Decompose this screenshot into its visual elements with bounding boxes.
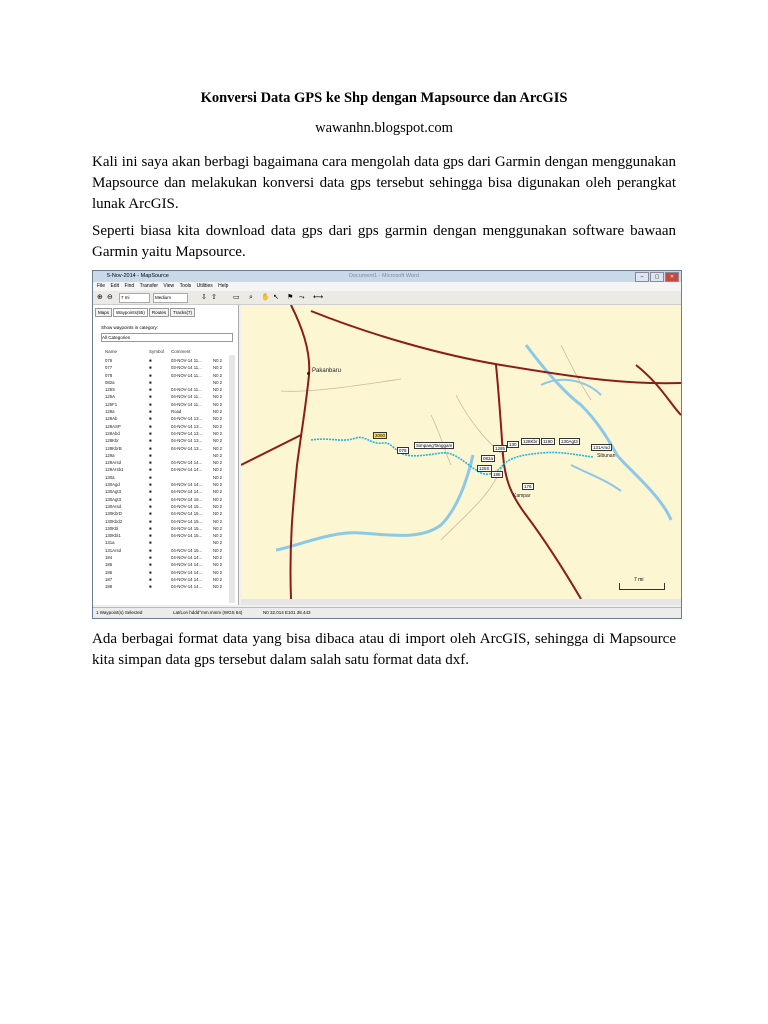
- row-position: N0 2: [213, 387, 223, 393]
- row-symbol: ■: [149, 540, 152, 546]
- table-row[interactable]: [101, 532, 228, 539]
- window-titlebar: [93, 271, 681, 282]
- table-row[interactable]: [101, 583, 228, 590]
- row-position: N0 2: [213, 467, 223, 473]
- waypoint-label[interactable]: SimpangTanggam: [416, 443, 453, 448]
- table-row[interactable]: [101, 401, 228, 408]
- main-road: [241, 435, 301, 465]
- row-position: N0 2: [213, 540, 223, 546]
- table-row[interactable]: [101, 386, 228, 393]
- row-position: N0 2: [213, 584, 223, 590]
- row-position: N0 2: [213, 533, 223, 539]
- menu-bar: [93, 282, 681, 291]
- row-symbol: ■: [149, 387, 152, 393]
- toolbar: [93, 291, 681, 305]
- waypoint-label[interactable]: 125S: [479, 466, 490, 471]
- row-symbol: ■: [149, 474, 152, 480]
- river-line: [276, 455, 473, 550]
- row-symbol: ■: [149, 452, 152, 458]
- mapsource-screenshot: [92, 270, 682, 619]
- waypoint-label[interactable]: 130: [509, 442, 517, 447]
- row-name: 130KbrD: [105, 511, 122, 517]
- tab-waypoints[interactable]: Waypoints(55): [113, 308, 148, 317]
- row-symbol: ■: [149, 482, 152, 488]
- map-view[interactable]: [241, 305, 681, 599]
- row-symbol: ■: [149, 460, 152, 466]
- table-row[interactable]: [101, 372, 228, 379]
- menu-view[interactable]: View: [163, 283, 175, 289]
- table-row[interactable]: [101, 561, 228, 568]
- row-symbol: ■: [149, 379, 152, 385]
- waypoint-label[interactable]: 131Arsd: [593, 445, 610, 450]
- row-name: 076: [105, 358, 113, 363]
- row-position: N0 2: [213, 394, 223, 400]
- row-name: 128ASP: [105, 423, 121, 429]
- row-comment: 04-NOV-14 11...: [171, 394, 202, 400]
- table-row[interactable]: [101, 459, 228, 466]
- row-name: 188: [105, 584, 113, 590]
- row-position: N0 2: [213, 438, 223, 444]
- col-name[interactable]: Name: [105, 349, 118, 354]
- row-name: 130Kbd2: [105, 518, 123, 524]
- row-comment: 04-NOV-14 11...: [171, 401, 202, 407]
- table-row[interactable]: [101, 437, 228, 444]
- waypoint-label[interactable]: 1285: [495, 446, 506, 451]
- close-button[interactable]: ✕: [665, 272, 679, 282]
- row-symbol: ■: [149, 503, 152, 509]
- waypoint-label[interactable]: 128Kbr: [523, 439, 538, 444]
- select-tool-icon[interactable]: ↖: [273, 294, 279, 301]
- receive-icon[interactable]: ⇩: [201, 294, 207, 301]
- row-name: 130Agt3: [105, 496, 122, 502]
- row-symbol: ■: [149, 555, 152, 561]
- row-comment: 04-NOV-14 15...: [171, 525, 203, 531]
- scale-bar: [619, 583, 665, 590]
- row-symbol: ■: [149, 438, 152, 444]
- waypoint-label[interactable]: 1190: [543, 439, 553, 444]
- row-comment: 03-NOV-14 11...: [171, 365, 202, 371]
- row-position: N0 2: [213, 452, 223, 458]
- table-row[interactable]: [101, 408, 228, 415]
- row-position: N0 2: [213, 569, 223, 575]
- table-row[interactable]: [101, 488, 228, 495]
- status-selected: 1 Waypoint(s) Selected: [96, 610, 143, 615]
- row-symbol: ■: [149, 525, 152, 531]
- row-comment: 03-NOV-14 11...: [171, 372, 202, 378]
- minor-road: [281, 379, 401, 391]
- row-position: N0 2: [213, 562, 223, 568]
- row-name: 077: [105, 365, 113, 371]
- row-symbol: ■: [149, 467, 152, 473]
- row-comment: 04-NOV-14 14...: [171, 562, 203, 568]
- menu-transfer[interactable]: Transfer: [139, 283, 159, 289]
- table-row[interactable]: [101, 496, 228, 503]
- row-symbol: ■: [149, 423, 152, 429]
- row-name: 130Kbl1: [105, 533, 121, 539]
- row-name: 131a: [105, 540, 115, 546]
- row-symbol: ■: [149, 562, 152, 568]
- river-line: [541, 380, 601, 395]
- row-position: N0 2: [213, 489, 223, 495]
- row-symbol: ■: [149, 416, 152, 422]
- row-name: 128Kbr: [105, 438, 119, 444]
- row-comment: 04-NOV-14 14...: [171, 460, 203, 466]
- table-row[interactable]: [101, 466, 228, 473]
- col-symbol[interactable]: Symbol: [149, 349, 165, 354]
- row-name: 129Arsd: [105, 460, 122, 466]
- row-name: 187: [105, 576, 113, 582]
- scale-label: 7 mi: [634, 577, 644, 583]
- detail-select[interactable]: Medium: [153, 293, 188, 303]
- row-comment: Road: [171, 409, 182, 415]
- document-title: Konversi Data GPS ke Shp dengan Mapsource dan ArcGIS: [200, 90, 568, 106]
- row-symbol: ■: [149, 533, 152, 539]
- paragraph-format: Ada berbagai format data yang bisa dibaca atau di import oleh ArcGIS, sehingga di Mapsource kita simpan data gps tersebut dalam salah satu format data dxf.: [92, 631, 676, 668]
- main-road: [496, 365, 581, 599]
- folder-icon[interactable]: ▭: [233, 294, 240, 301]
- row-comment: 04-NOV-14 11...: [171, 387, 202, 393]
- row-name: 130Kbl: [105, 525, 119, 531]
- row-symbol: ■: [149, 511, 152, 517]
- row-position: N0 2: [213, 358, 223, 363]
- city-label-pakanbaru: Pakanbaru: [312, 368, 342, 374]
- menu-utilities[interactable]: Utilities: [196, 283, 213, 289]
- minimize-button[interactable]: –: [635, 272, 649, 282]
- hand-tool-icon[interactable]: ✋: [261, 294, 270, 301]
- menu-find[interactable]: Find: [124, 283, 135, 289]
- window-title: 5-Nov-2014 - MapSource: [107, 273, 169, 279]
- row-name: 125A: [105, 394, 116, 400]
- row-name: 185: [105, 562, 113, 568]
- menu-help[interactable]: Help: [218, 283, 229, 289]
- waypoint-tool-icon[interactable]: ⚑: [287, 294, 294, 301]
- row-comment: 04-NOV-14 14...: [171, 576, 203, 582]
- row-comment: 04-NOV-14 15...: [171, 518, 203, 524]
- row-position: N0 2: [213, 496, 223, 502]
- row-name: 129Arsb1: [105, 467, 124, 473]
- table-row[interactable]: [101, 423, 228, 430]
- row-name: 128Ab: [105, 416, 118, 422]
- row-comment: 04-NOV-14 15...: [171, 496, 203, 502]
- row-symbol: ■: [149, 394, 152, 400]
- table-row[interactable]: [101, 539, 228, 546]
- row-symbol: ■: [149, 430, 152, 436]
- main-road: [290, 305, 309, 599]
- row-position: N0 2: [213, 416, 223, 422]
- row-symbol: ■: [149, 409, 152, 415]
- row-comment: 04-NOV-14 14...: [171, 555, 203, 561]
- row-position: N0 2: [213, 511, 223, 517]
- row-symbol: ■: [149, 569, 152, 575]
- row-position: N0 2: [213, 576, 223, 582]
- table-row[interactable]: [101, 379, 228, 386]
- table-row[interactable]: [101, 554, 228, 561]
- row-comment: 04-NOV-14 13...: [171, 416, 203, 422]
- row-position: N0 2: [213, 365, 223, 371]
- table-row[interactable]: [101, 569, 228, 576]
- waypoint-label[interactable]: 188: [493, 472, 501, 477]
- tab-maps[interactable]: Maps: [95, 308, 112, 317]
- table-row[interactable]: [101, 474, 228, 481]
- waypoint-label[interactable]: 130Agt3: [561, 439, 578, 444]
- send-icon[interactable]: ⇧: [211, 294, 217, 301]
- category-select[interactable]: All Categories: [101, 333, 233, 342]
- row-comment: 04-NOV-14 14...: [171, 584, 203, 590]
- row-comment: 04-NOV-14 13...: [171, 430, 203, 436]
- row-position: N0 2: [213, 445, 223, 451]
- row-position: N0 2: [213, 547, 223, 553]
- city-label-sibunan: Sibunan: [597, 453, 616, 459]
- table-row[interactable]: [101, 415, 228, 422]
- row-name: 128a: [105, 409, 115, 415]
- tab-routes[interactable]: Routes: [149, 308, 169, 317]
- table-row[interactable]: [101, 547, 228, 554]
- table-row[interactable]: [101, 481, 228, 488]
- row-symbol: ■: [149, 445, 152, 451]
- row-name: 128Abd: [105, 430, 120, 436]
- row-name: 130a: [105, 474, 115, 480]
- row-symbol: ■: [149, 576, 152, 582]
- row-name: 125S: [105, 387, 116, 393]
- row-comment: 04-NOV-14 14...: [171, 489, 203, 495]
- paragraph-intro: Kali ini saya akan berbagi bagaimana cara mengolah data gps dari Garmin dengan menggunakan Mapsource dan melakukan konversi data gps tersebut sehingga bisa digunakan oleh perangkat lunak ArcGIS.: [92, 154, 676, 212]
- zoom-in-icon[interactable]: ⊕: [97, 294, 103, 301]
- row-symbol: ■: [149, 489, 152, 495]
- table-row[interactable]: [101, 430, 228, 437]
- row-symbol: ■: [149, 372, 152, 378]
- status-coords: N0 32.014 E101 38.443: [263, 610, 311, 615]
- status-bar: [93, 607, 681, 619]
- minor-road: [431, 415, 451, 465]
- row-name: 078: [105, 372, 113, 378]
- table-header: [101, 349, 228, 355]
- row-name: 129a: [105, 452, 115, 458]
- menu-file[interactable]: File: [97, 283, 106, 289]
- menu-edit[interactable]: Edit: [110, 283, 120, 289]
- row-comment: 04-NOV-14 14...: [171, 467, 203, 473]
- background-window-title: Document1 - Microsoft Word: [349, 273, 419, 279]
- map-canvas: [241, 305, 681, 599]
- waypoint-label[interactable]: 176: [524, 484, 532, 489]
- row-name: 131Arsd: [105, 547, 122, 553]
- row-position: N0 2: [213, 518, 223, 524]
- row-symbol: ■: [149, 496, 152, 502]
- table-row[interactable]: [101, 510, 228, 517]
- row-position: N0 2: [213, 372, 223, 378]
- row-position: N0 2: [213, 482, 223, 488]
- category-label: Show waypoints in category:: [101, 325, 159, 330]
- row-comment: 04-NOV-14 13...: [171, 423, 203, 429]
- row-position: N0 2: [213, 474, 223, 480]
- row-position: N0 2: [213, 401, 223, 407]
- row-symbol: ■: [149, 547, 152, 553]
- row-comment: 04-NOV-14 13...: [171, 438, 203, 444]
- paragraph-download: Seperti biasa kita download data gps dari gps garmin dengan menggunakan software bawaan Garmin yaitu Mapsource.: [92, 223, 676, 260]
- river-line: [571, 465, 621, 491]
- city-label-kampar: Kampar: [513, 493, 531, 499]
- row-symbol: ■: [149, 365, 152, 371]
- table-row[interactable]: [101, 445, 228, 452]
- row-symbol: ■: [149, 401, 152, 407]
- waypoint-label[interactable]: 078: [399, 448, 407, 453]
- row-position: N0 2: [213, 460, 223, 466]
- table-row[interactable]: [101, 357, 228, 364]
- row-comment: 04-NOV-14 14...: [171, 569, 203, 575]
- maximize-button[interactable]: ▢: [650, 272, 664, 282]
- table-row[interactable]: [101, 576, 228, 583]
- row-comment: 04-NOV-14 15...: [171, 511, 203, 517]
- river-line: [526, 345, 671, 520]
- zoom-out-icon[interactable]: ⊖: [107, 294, 113, 301]
- row-name: 130Arsd: [105, 503, 122, 509]
- row-position: N0 2: [213, 409, 223, 415]
- waypoint-list-pane: [93, 305, 239, 605]
- row-name: 130Agd: [105, 482, 120, 488]
- row-name: 128KbrB: [105, 445, 122, 451]
- table-row[interactable]: [101, 393, 228, 400]
- row-position: N0 2: [213, 503, 223, 509]
- table-row[interactable]: [101, 525, 228, 532]
- row-comment: 04-NOV-14 14...: [171, 482, 203, 488]
- zoom-select[interactable]: 7 mi: [119, 293, 150, 303]
- row-symbol: ■: [149, 358, 152, 363]
- table-row[interactable]: [101, 503, 228, 510]
- row-name: 184: [105, 555, 113, 561]
- row-comment: 04-NOV-14 15...: [171, 533, 203, 539]
- row-name: 125F1: [105, 401, 118, 407]
- row-position: N0 2: [213, 430, 223, 436]
- measure-tool-icon[interactable]: ⟷: [313, 294, 324, 301]
- menu-tools[interactable]: Tools: [179, 283, 192, 289]
- waypoint-label[interactable]: 082a: [483, 456, 494, 461]
- tab-tracks[interactable]: Tracks(7): [170, 308, 195, 317]
- route-tool-icon[interactable]: ⤳: [299, 294, 305, 301]
- waypoint-label[interactable]: 2000: [375, 433, 386, 438]
- row-comment: 04-NOV-14 15...: [171, 547, 203, 553]
- row-name: 130Agt3: [105, 489, 122, 495]
- row-position: N0 2: [213, 555, 223, 561]
- list-scrollbar[interactable]: [229, 355, 235, 603]
- main-road: [636, 365, 681, 415]
- status-format: Lat/Lon hddd°mm.mmm (WGS 84): [173, 610, 243, 615]
- row-symbol: ■: [149, 518, 152, 524]
- row-comment: 04-NOV-14 13...: [171, 445, 203, 451]
- col-comment[interactable]: Comment: [171, 349, 191, 354]
- row-comment: 03-NOV-14 11...: [171, 358, 202, 363]
- city-dot-pakanbaru[interactable]: [307, 372, 310, 375]
- row-position: N0 2: [213, 525, 223, 531]
- table-row[interactable]: [101, 364, 228, 371]
- map-scrollbar[interactable]: [241, 599, 681, 605]
- row-position: N0 2: [213, 423, 223, 429]
- row-position: N0 2: [213, 379, 223, 385]
- zoom-tool-icon[interactable]: ⌕: [249, 294, 253, 301]
- row-symbol: ■: [149, 584, 152, 590]
- document-subtitle: wawanhn.blogspot.com: [315, 120, 453, 136]
- table-row[interactable]: [101, 518, 228, 525]
- table-row[interactable]: [101, 452, 228, 459]
- row-name: 186: [105, 569, 113, 575]
- waypoint-rows: [101, 357, 228, 591]
- row-name: 082a: [105, 379, 115, 385]
- row-comment: 04-NOV-14 15...: [171, 503, 203, 509]
